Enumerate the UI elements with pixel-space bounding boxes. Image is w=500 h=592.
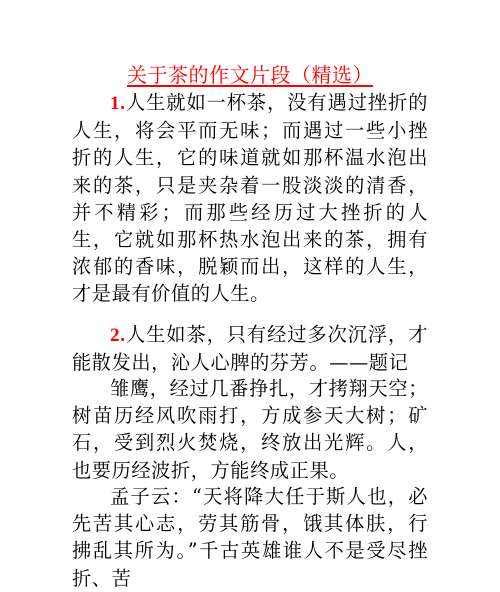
paragraph-3-text: 雏鹰，经过几番挣扎，才拷翔天空；树苗历经风吹雨打，方成参天大树；矿石，受到烈火焚烧，终放出光辉。人，也要历经波折，方能终成正果。 <box>72 377 428 482</box>
paragraph-1 <box>72 89 428 308</box>
paragraph-3 <box>72 375 428 484</box>
paragraph-4 <box>72 483 428 592</box>
paragraph-4-text: 孟子云：“天将降大任于斯人也，必先苦其心志，劳其筋骨，饿其体肤，行拂乱其所为。”千古英雄谁人不是受尽挫折、苦 <box>72 485 428 590</box>
paragraph-2-number: 2. <box>110 325 126 346</box>
paragraph-2 <box>72 321 428 376</box>
paragraph-1-number: 1. <box>110 93 126 114</box>
paragraph-2-text: 人生如茶，只有经过多次沉浮，才能散发出，沁人心脾的芬芳。——题记 <box>72 323 428 375</box>
document-title: 关于茶的作文片段（精选） <box>127 63 373 87</box>
paragraph-1-text: 人生就如一杯茶，没有遇过挫折的人生，将会平而无味；而遇过一些小挫折的人生，它的味道就如那杯温水泡出来的茶，只是夹杂着一股淡淡的清香，并不精彩；而那些经历过大挫折的人生，它就如那杯热水泡出来的茶，拥有浓郁的香味，脱颖而出，这样的人生，才是最有价值的人生。 <box>72 91 428 306</box>
